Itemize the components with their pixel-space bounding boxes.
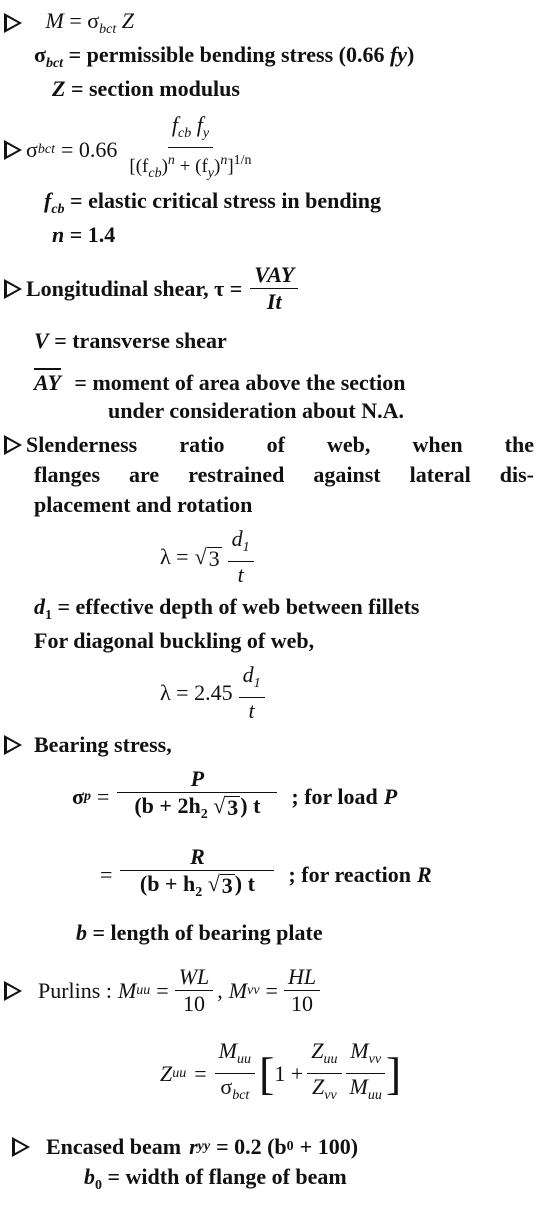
bearing-stress-heading: Bearing stress, — [4, 732, 172, 758]
slenderness-line2: flanges are restrained against lateral dis- — [34, 462, 534, 487]
d1-over-t-fraction: $\frac{d_1}{t}$ — [228, 526, 254, 588]
wl-fraction: $\frac{WL}{10}$ — [175, 964, 214, 1017]
load-fraction: P ($b + 2h_2$ √ 3 ) t — [117, 766, 277, 828]
purlins-formula: Purlins : M uu = $\frac{WL}{10}$ , M vv = $\frac{HL}{10}$ — [4, 964, 320, 1017]
bearing-load-formula: σ p = P ($b + 2h_2$ √ 3 ) t ; for load P — [72, 766, 397, 828]
bearing-reaction-formula: = R ($b + h_2$ √ 3 ) t ; for reaction R — [100, 844, 432, 906]
slenderness-line1: Slenderness ratio of web, when the — [4, 432, 534, 458]
mvv-over-muu-fraction: $\frac{M_{vv}}{M_{uu}}$ — [346, 1038, 386, 1109]
ay-definition: $\overline{AY}$ = moment of area above the section — [34, 370, 406, 395]
z-definition: Z = section modulus — [52, 76, 240, 101]
ay-definition-cont: under consideration about N.A. — [108, 398, 405, 423]
reaction-fraction: R ($b + h_2$ √ 3 ) t — [120, 844, 274, 906]
fcb-definition: $f_{cb}$ = elastic critical stress in bending — [44, 188, 381, 217]
bullet-triangle-icon — [4, 981, 22, 1001]
moment-formula: $M = \sigma_{bct}$ Z — [4, 8, 134, 43]
d1-over-t-fraction-2: $\frac{d_1}{t}$ — [239, 662, 265, 724]
purlins-z-formula: Z uu = $\frac{M_{uu}}{\sigma_{bct}}$ [ 1 + $\frac{Z_{uu}}{Z_{vv}}$ $\frac{M_{vv}}{M_{uu}}$ ] — [160, 1038, 401, 1109]
muu-over-sigma-fraction: $\frac{M_{uu}}{\sigma_{bct}}$ — [215, 1038, 255, 1109]
v-definition: V = transverse shear — [34, 328, 227, 353]
bullet-triangle-icon — [12, 1137, 30, 1157]
b0-definition: $b_0$ = width of flange of beam — [84, 1164, 347, 1193]
hl-fraction: $\frac{HL}{10}$ — [284, 964, 320, 1017]
bullet-triangle-icon — [4, 13, 22, 33]
n-definition: n = 1.4 — [52, 222, 116, 247]
slenderness-eq2: λ = 2.45 $\frac{d_1}{t}$ — [160, 662, 265, 724]
sigma-bct-definition: $\sigma_{bct}$ = permissible bending stress (0.66 fy) — [34, 42, 415, 71]
bullet-triangle-icon — [4, 735, 22, 755]
slenderness-eq1: λ = √ 3 $\frac{d_1}{t}$ — [160, 526, 254, 588]
bending-stress-formula: σ bct = 0.66 $\frac{f_{cb} f_y}{[(f_{cb})^n + (f_y)^n]^{1/n}}$ — [4, 112, 256, 187]
longitudinal-shear-formula: Longitudinal shear, τ = $\frac{\text{VAY}}{It}$ — [4, 262, 298, 315]
slenderness-line3: placement and rotation — [34, 492, 253, 517]
shear-fraction: $\frac{\text{VAY}}{It}$ — [250, 262, 298, 315]
bullet-triangle-icon — [4, 279, 22, 299]
encased-beam-formula: Encased beam r yy = 0.2 (b 0 + 100) — [12, 1134, 358, 1160]
bending-fraction: $\frac{f_{cb} f_y}{[(f_{cb})^n + (f_y)^n]^{1/n}}$ — [129, 112, 252, 181]
diagonal-buckling-text: For diagonal buckling of web, — [34, 628, 315, 653]
zuu-over-zvv-fraction: $\frac{Z_{uu}}{Z_{vv}}$ — [307, 1038, 341, 1109]
bullet-triangle-icon — [4, 140, 22, 160]
bullet-triangle-icon — [4, 435, 22, 455]
b-definition: b = length of bearing plate — [76, 920, 323, 945]
d1-definition: $d_1$ = effective depth of web between fillets — [34, 594, 420, 623]
